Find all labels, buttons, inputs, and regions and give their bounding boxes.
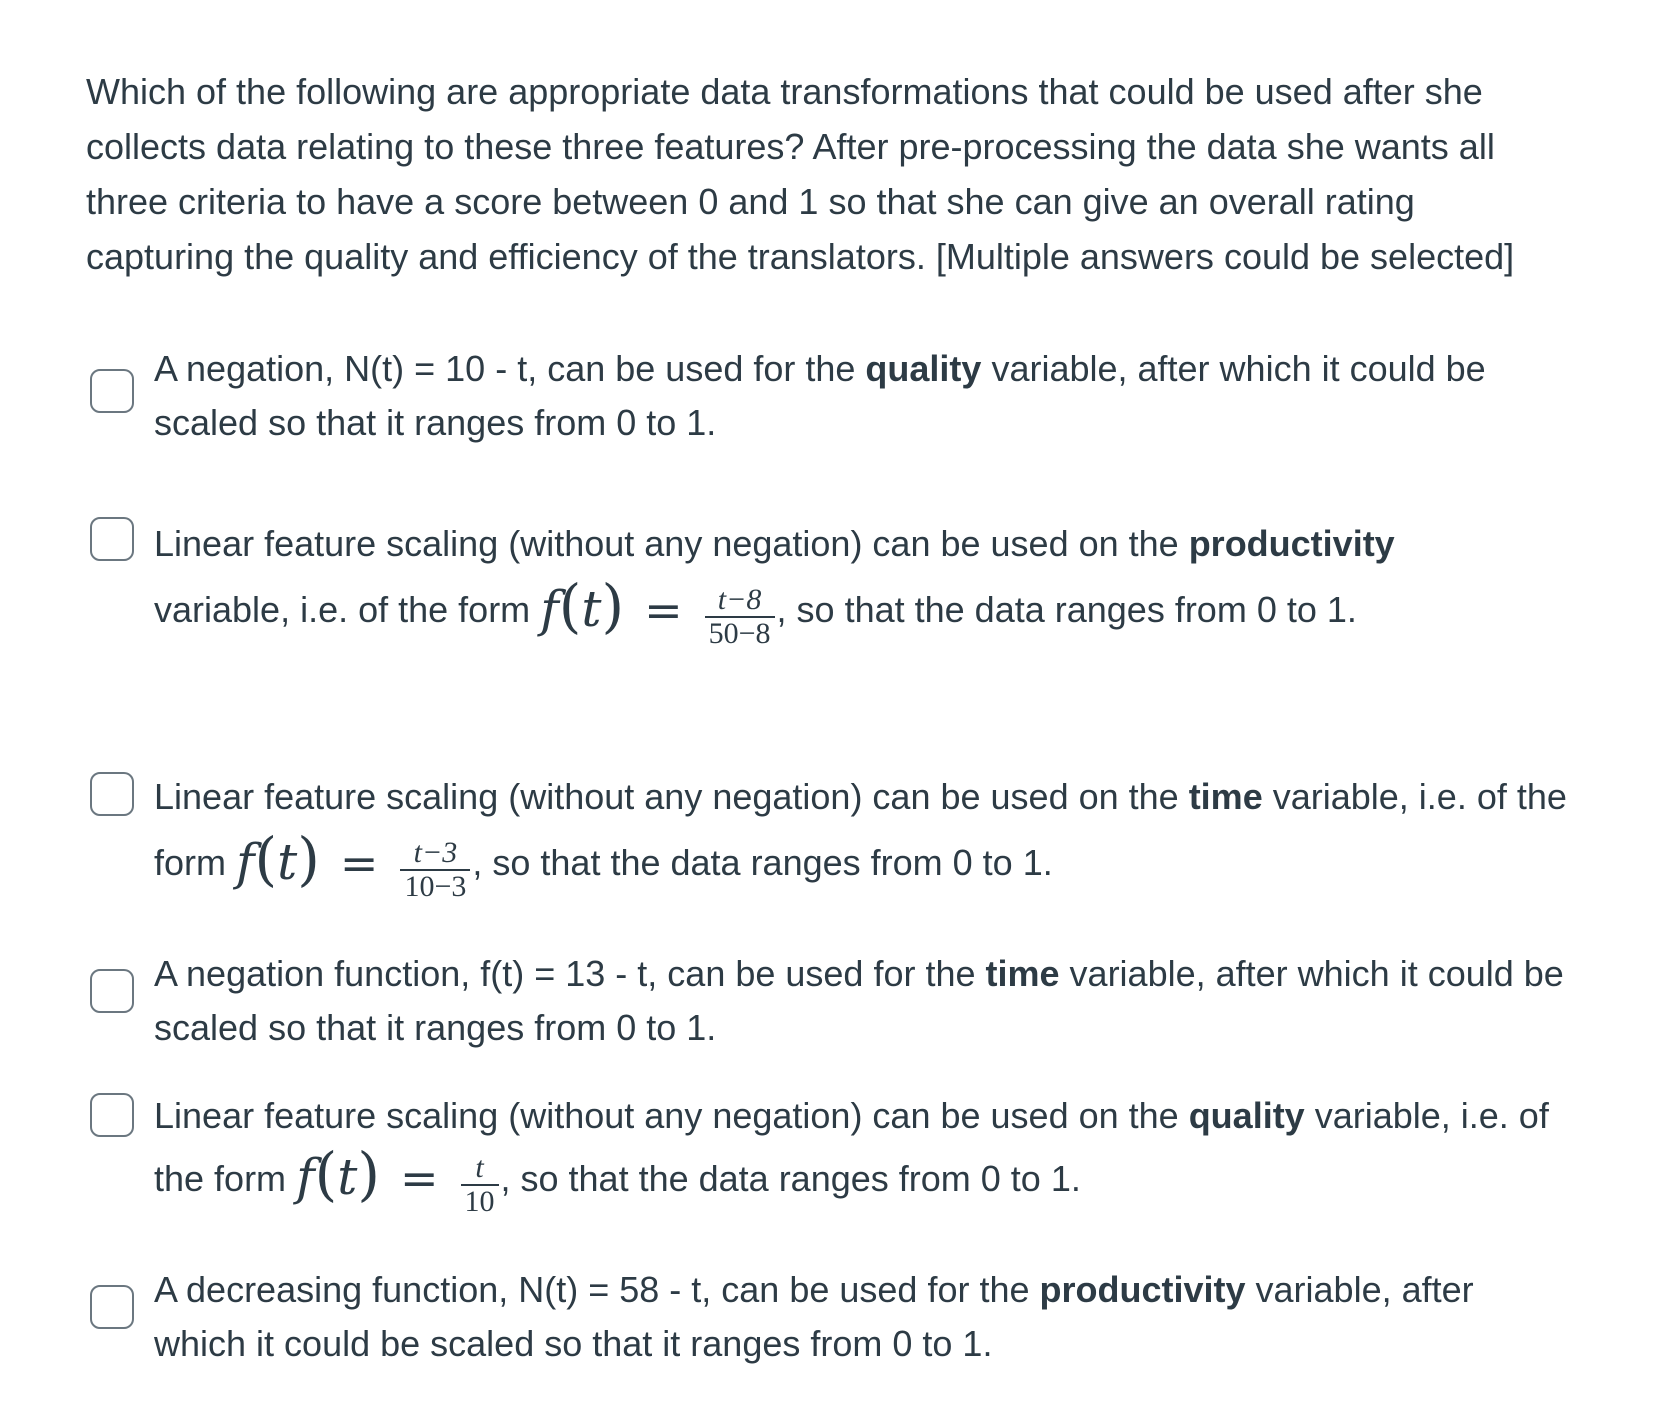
answer-text-pre: A negation function, f(t) = 13 - t, can be used for the — [154, 953, 986, 994]
formula-arg: t — [277, 833, 298, 891]
answer-text-pre: A negation, N(t) = 10 - t, can be used for the — [154, 348, 866, 389]
fraction-numerator: t — [475, 1151, 484, 1184]
answer-text-pre: Linear feature scaling (without any negation) can be used on the — [154, 523, 1189, 564]
answer-bold-term: quality — [865, 348, 982, 389]
answer-text-mid: variable, i.e. of the form — [154, 1095, 1549, 1200]
fraction-numerator: t−8 — [717, 583, 762, 616]
answer-bold-term: productivity — [1039, 1269, 1246, 1310]
formula-fraction — [400, 837, 470, 903]
formula: f(t) = $\frac{t}{10}$ — [296, 1145, 500, 1218]
formula-fraction — [705, 584, 775, 650]
answer-label-3 — [154, 766, 1574, 903]
answer-bold-term: quality — [1188, 1095, 1305, 1136]
answer-text-pre: Linear feature scaling (without any negation) can be used on the — [154, 1095, 1189, 1136]
answer-label-2 — [154, 513, 1434, 650]
answer-checkbox-5[interactable] — [90, 1093, 134, 1137]
answer-bold-term: time — [1188, 776, 1263, 817]
formula: f(t) = $\frac{t-8}{50-8}$ — [540, 575, 776, 650]
answer-label-1 — [154, 342, 1574, 450]
answer-text-post: variable, after which it could be scaled so that it ranges from 0 to 1. — [154, 953, 1564, 1048]
formula: f(t) = $\frac{t-3}{10-3}$ — [236, 828, 472, 903]
answer-text-mid: variable, i.e. of the form — [154, 776, 1567, 884]
formula-arg: t — [337, 1148, 358, 1206]
answer-label-4 — [154, 947, 1574, 1055]
formula-equals: = — [644, 583, 683, 637]
fraction-denominator: 10 — [464, 1185, 495, 1218]
fraction-denominator: 10−3 — [404, 870, 467, 903]
answer-checkbox-1[interactable] — [90, 369, 134, 413]
answer-text-pre: Linear feature scaling (without any negation) can be used on the — [154, 776, 1189, 817]
answer-text-mid: variable, i.e. of the form — [154, 589, 541, 631]
answer-checkbox-6[interactable] — [90, 1285, 134, 1329]
formula-arg: t — [581, 580, 602, 638]
answer-text-pre: A decreasing function, N(t) = 58 - t, can be used for the — [154, 1269, 1040, 1310]
formula-function: f — [296, 1148, 315, 1206]
answer-label-5 — [154, 1087, 1574, 1218]
answer-text-post: , so that the data ranges from 0 to 1. — [472, 842, 1053, 884]
formula-equals: = — [339, 836, 379, 890]
formula-function: f — [236, 833, 255, 891]
answer-checkbox-4[interactable] — [90, 969, 134, 1013]
answer-label-6 — [154, 1263, 1574, 1371]
answer-checkbox-2[interactable] — [90, 517, 134, 561]
answer-bold-term: productivity — [1188, 523, 1395, 564]
answer-checkbox-3[interactable] — [90, 772, 134, 816]
formula-fraction — [461, 1152, 499, 1218]
question-text: Which of the following are appropriate data transformations that could be used after she collects data relating to these three features? After pre-processing the data she wants all three criteria to have a score between 0 and 1 so that she can give an overall rating capturing the quality and efficiency of the translators. [Multiple answers could be selected] — [86, 71, 1515, 277]
formula-function: f — [540, 580, 559, 638]
fraction-numerator: t−3 — [413, 836, 458, 869]
answer-text-post: variable, after which it could be scaled so that it ranges from 0 to 1. — [154, 348, 1486, 443]
answer-text-post: , so that the data ranges from 0 to 1. — [500, 1158, 1081, 1200]
fraction-denominator: 50−8 — [708, 617, 771, 650]
answer-text-post: , so that the data ranges from 0 to 1. — [776, 589, 1357, 631]
formula-equals: = — [399, 1151, 439, 1205]
answer-bold-term: time — [985, 953, 1060, 994]
answer-text-post: variable, after which it could be scaled so that it ranges from 0 to 1. — [154, 1269, 1474, 1364]
